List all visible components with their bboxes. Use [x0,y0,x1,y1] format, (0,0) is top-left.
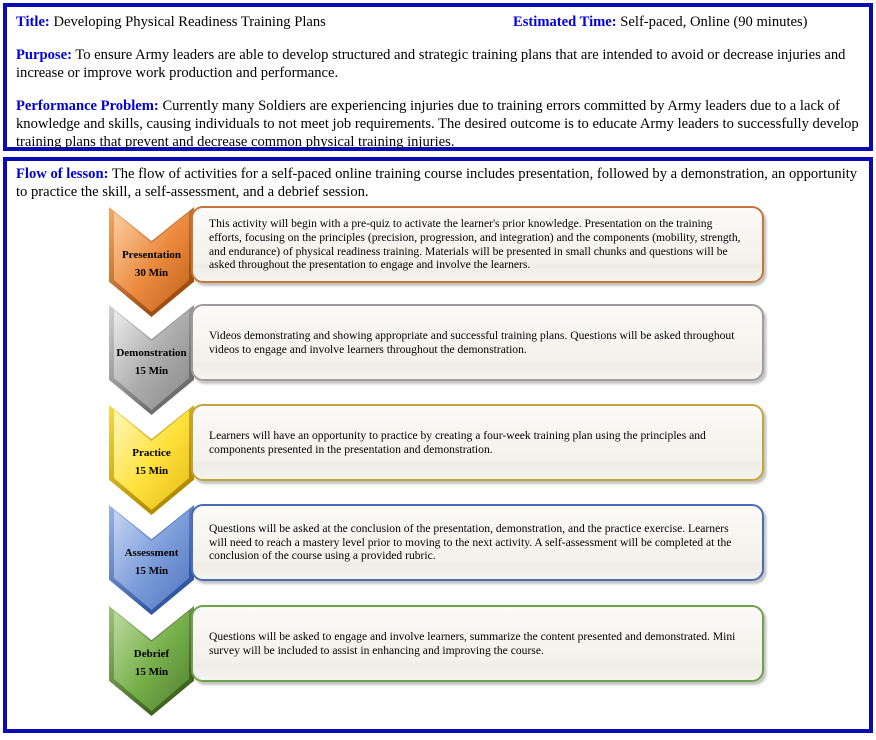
performance-problem-text: Currently many Soldiers are experiencing injuries due to training errors committed by Army leaders due to a lack of knowledge and skills, causing individuals to not meet job requirements. The desired outcome is to educate Army leaders to successfully develop training plans that prevent and decrease common physical training injuries. [16,98,859,150]
estimated-time-label: Estimated Time: [513,14,617,30]
step-description: Learners will have an opportunity to practice by creating a four-week training plan using the principles and components presented in the presentation and demonstration. [209,428,706,456]
flow-row-demonstration [16,303,860,402]
step-description: Questions will be asked at the conclusion of the presentation, demonstration, and the practice exercise. Learners will need to reach a mastery level prior to moving to the next activity. A self-assessment will be completed at the conclusion of the course using a provided rubric. [209,522,732,563]
practice-description-box [191,404,764,481]
step-label [109,305,194,415]
demonstration-description-box [191,304,764,381]
step-name: Presentation [121,249,182,261]
debrief-description-box [191,605,764,682]
performance-problem-paragraph [16,97,860,151]
step-duration: 15 Min [134,465,169,477]
step-name: Practice [132,447,171,459]
step-description: Videos demonstrating and showing appropriate and successful training plans. Questions will be asked throughout videos to engage and involve learners throughout the demonstration. [209,328,735,356]
lesson-plan-document [0,3,876,740]
flow-diagram [16,205,860,729]
title-label: Title: [16,14,50,30]
header-section [3,3,873,151]
practice-chevron-icon [109,405,194,515]
step-label [109,207,194,317]
step-label [109,505,194,615]
flow-row-practice [16,403,860,502]
title-row [16,11,860,33]
flow-of-lesson-section [3,157,873,733]
flow-label: Flow of lesson: [16,166,109,182]
estimated-time [513,13,808,31]
demonstration-chevron-icon [109,305,194,415]
step-name: Debrief [133,648,170,660]
purpose-text: To ensure Army leaders are able to develop structured and strategic training plans that are intended to avoid or decrease injuries and increase or improve work production and performance. [16,47,846,81]
performance-problem-label: Performance Problem: [16,98,159,114]
purpose-paragraph [16,46,860,82]
flow-row-debrief [16,604,860,703]
flow-row-presentation [16,205,860,304]
debrief-chevron-icon [109,606,194,716]
assessment-chevron-icon [109,505,194,615]
step-duration: 15 Min [134,365,169,377]
step-description: Questions will be asked to engage and involve learners, summarize the content presented and demonstrated. Mini survey will be included to assist in enhancing and improving the course. [209,629,736,657]
title-line [16,14,326,30]
step-duration: 15 Min [134,666,169,678]
presentation-description-box [191,206,764,283]
assessment-description-box [191,504,764,581]
flow-row-assessment [16,503,860,602]
step-duration: 15 Min [134,565,169,577]
title-value: Developing Physical Readiness Training Plans [53,14,326,30]
step-label [109,606,194,716]
estimated-time-value: Self-paced, Online (90 minutes) [620,14,808,30]
purpose-label: Purpose: [16,47,72,63]
step-duration: 30 Min [134,267,169,279]
step-name: Assessment [124,547,179,559]
flow-intro-text: The flow of activities for a self-paced online training course includes presentation, followed by a demonstration, an opportunity to practice the skill, a self-assessment, and a debrief session. [16,166,858,200]
step-description: This activity will begin with a pre-quiz to activate the learner's prior knowledge. Presentation on the training efforts, focusing on the principles (precision, progression, and integration) and the components (mobility, strength, and endurance) of physical readiness training. Materials will be presented in small chunks and questions will be asked throughout the presentation to engage and involve the learners. [209,217,741,272]
presentation-chevron-icon [109,207,194,317]
step-label [109,405,194,515]
flow-intro-paragraph [16,165,860,201]
step-name: Demonstration [116,347,187,359]
